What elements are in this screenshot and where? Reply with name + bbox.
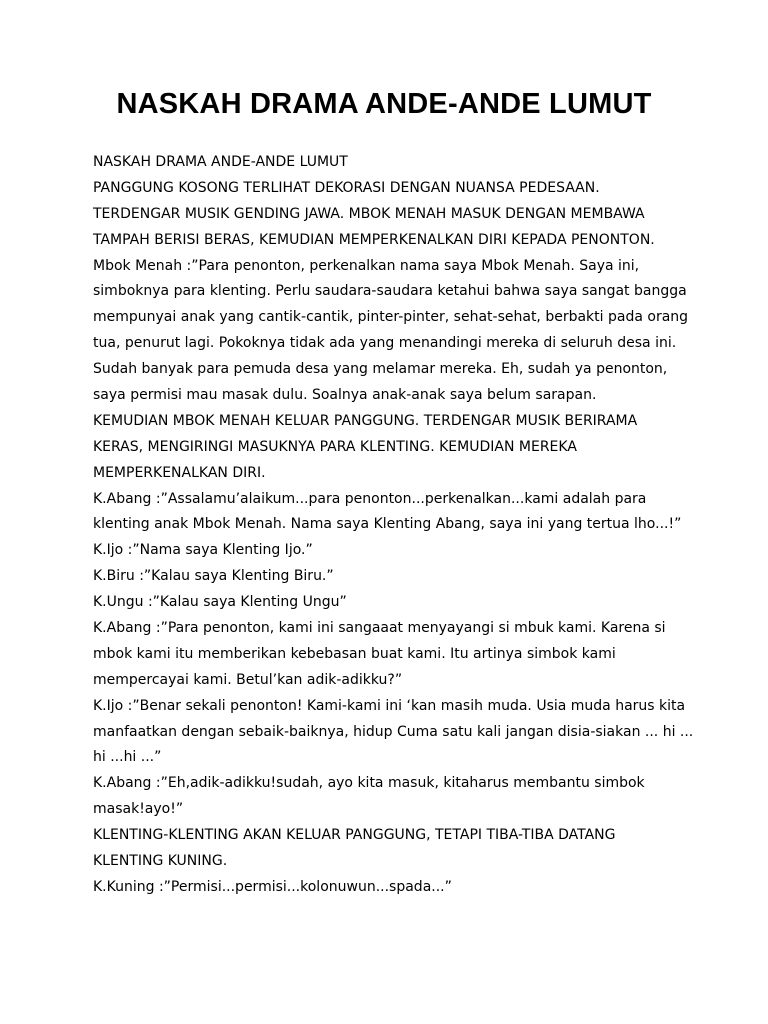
body-line: mbok kami itu memberikan kebebasan buat kami. Itu artinya simbok kami — [93, 645, 616, 662]
body-line: Sudah banyak para pemuda desa yang melamar mereka. Eh, sudah ya penonton, — [93, 361, 668, 378]
body-line: NASKAH DRAMA ANDE-ANDE LUMUT — [93, 154, 348, 170]
body-line: TAMPAH BERISI BERAS, KEMUDIAN MEMPERKENALKAN DIRI KEPADA PENONTON. — [93, 231, 655, 248]
body-line: K.Ungu :”Kalau saya Klenting Ungu” — [93, 594, 347, 611]
body-line: Mbok Menah :”Para penonton, perkenalkan nama saya Mbok Menah. Saya ini, — [93, 257, 640, 274]
body-line: mempunyai anak yang cantik-cantik, pinter-pinter, sehat-sehat, berbakti pada orang — [93, 309, 689, 326]
body-line: K.Ijo :”Benar sekali penonton! Kami-kami ini ‘kan masih muda. Usia muda harus kita — [93, 697, 686, 714]
body-line: K.Abang :”Assalamu’alaikum...para penonton...perkenalkan...kami adalah para — [93, 490, 647, 507]
body-line: masak!ayo!” — [93, 801, 184, 818]
body-line: PANGGUNG KOSONG TERLIHAT DEKORASI DENGAN NUANSA PEDESAAN. — [93, 179, 600, 196]
body-line: KLENTING KUNING. — [93, 853, 228, 870]
body-line: K.Abang :”Para penonton, kami ini sangaaat menyayangi si mbuk kami. Karena si — [93, 620, 666, 637]
body-line: MEMPERKENALKAN DIRI. — [93, 464, 266, 481]
body-line: KLENTING-KLENTING AKAN KELUAR PANGGUNG, TETAPI TIBA-TIBA DATANG — [93, 827, 616, 844]
body-line: mempercayai kami. Betul’kan adik-adikku?” — [93, 671, 403, 688]
body-line: K.Biru :”Kalau saya Klenting Biru.” — [93, 568, 334, 585]
body-line: simboknya para klenting. Perlu saudara-saudara ketahui bahwa saya sangat bangga — [93, 283, 687, 300]
body-line: tua, penurut lagi. Pokoknya tidak ada yang menandingi mereka di seluruh desa ini. — [93, 335, 677, 352]
body-line: saya permisi mau masak dulu. Soalnya anak-anak saya belum sarapan. — [93, 387, 597, 404]
document-body — [93, 150, 693, 901]
body-line: hi ...hi ...” — [93, 749, 162, 766]
body-line: KERAS, MENGIRINGI MASUKNYA PARA KLENTING. KEMUDIAN MEREKA — [93, 438, 577, 455]
body-line: K.Kuning :”Permisi...permisi...kolonuwun...spada...” — [93, 878, 452, 895]
body-line: TERDENGAR MUSIK GENDING JAWA. MBOK MENAH MASUK DENGAN MEMBAWA — [93, 205, 645, 222]
body-line: K.Abang :”Eh,adik-adikku!sudah, ayo kita masuk, kitaharus membantu simbok — [93, 775, 645, 792]
body-line: K.Ijo :”Nama saya Klenting Ijo.” — [93, 542, 313, 559]
body-line: KEMUDIAN MBOK MENAH KELUAR PANGGUNG. TERDENGAR MUSIK BERIRAMA — [93, 412, 638, 429]
document-title: NASKAH DRAMA ANDE-ANDE LUMUT — [116, 88, 652, 120]
body-line: manfaatkan dengan sebaik-baiknya, hidup Cuma satu kali jangan disia-siakan ... hi ... — [93, 723, 694, 740]
body-line: klenting anak Mbok Menah. Nama saya Klenting Abang, saya ini yang tertua lho...!” — [93, 516, 682, 533]
